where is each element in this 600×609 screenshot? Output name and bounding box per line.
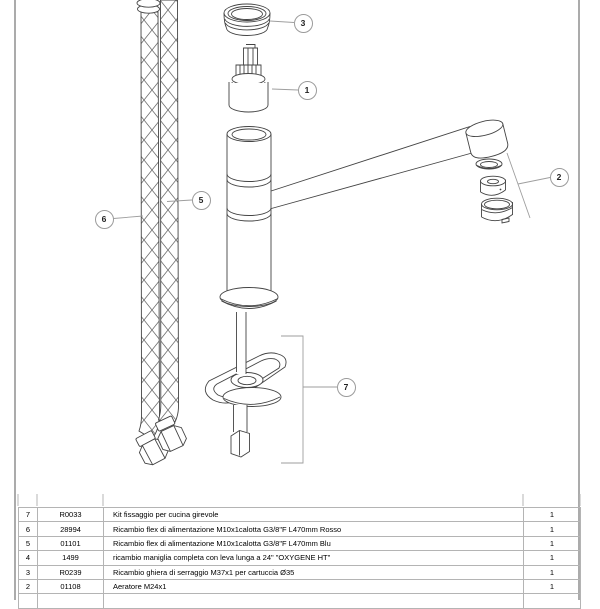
cell-qty: 1 bbox=[524, 508, 581, 522]
cell-code: 01108 bbox=[38, 579, 104, 593]
cell-description: Aeratore M24x1 bbox=[104, 579, 524, 593]
cell-description: Ricambio ghiera di serraggio M37x1 per cartuccia Ø35 bbox=[104, 565, 524, 579]
spout-head-drawing bbox=[464, 117, 510, 161]
table-row bbox=[19, 565, 581, 579]
fixing-kit-drawing bbox=[205, 312, 286, 457]
cell-pos: 3 bbox=[19, 565, 38, 579]
cell-code: R0239 bbox=[38, 565, 104, 579]
cell-qty: 1 bbox=[524, 522, 581, 536]
cell-pos: 2 bbox=[19, 579, 38, 593]
cell-description: Kit fissaggio per cucina girevole bbox=[104, 508, 524, 522]
callout-6 bbox=[95, 210, 114, 229]
cell-description bbox=[104, 594, 524, 608]
cell-code: 01101 bbox=[38, 536, 104, 550]
callout-1 bbox=[298, 81, 317, 100]
cell-pos: 5 bbox=[19, 536, 38, 550]
cell-qty bbox=[524, 594, 581, 608]
aerator-insert-drawing bbox=[481, 176, 506, 195]
cell-pos bbox=[19, 594, 38, 608]
callout-leader-lines bbox=[114, 21, 551, 463]
table-row bbox=[19, 508, 581, 522]
cell-qty: 1 bbox=[524, 565, 581, 579]
callout-6-label: 6 bbox=[101, 214, 107, 224]
cell-qty: 1 bbox=[524, 551, 581, 565]
callout-2 bbox=[550, 168, 569, 187]
cell-qty: 1 bbox=[524, 536, 581, 550]
cell-qty: 1 bbox=[524, 579, 581, 593]
callout-7-label: 7 bbox=[343, 382, 349, 392]
cell-code: R0033 bbox=[38, 508, 104, 522]
locking-ring-drawing bbox=[224, 4, 270, 36]
table-row bbox=[19, 579, 581, 593]
cell-code: 1499 bbox=[38, 551, 104, 565]
callout-5-label: 5 bbox=[198, 195, 204, 205]
table-row bbox=[19, 522, 581, 536]
spout-arm-drawing bbox=[266, 127, 472, 211]
callout-5 bbox=[192, 191, 211, 210]
faucet-body-drawing bbox=[220, 127, 278, 309]
cell-pos: 7 bbox=[19, 508, 38, 522]
aerator-housing-drawing bbox=[482, 198, 513, 223]
callout-7 bbox=[337, 378, 356, 397]
cell-description: Ricambio flex di alimentazione M10x1calotta G3/8"F L470mm Blu bbox=[104, 536, 524, 550]
cell-code bbox=[38, 594, 104, 608]
table-column-stubs bbox=[18, 494, 580, 506]
cartridge-drawing bbox=[229, 45, 268, 113]
cell-description: ricambio maniglia completa con leva lunga a 24" "OXYGENE HT" bbox=[104, 551, 524, 565]
callout-3 bbox=[294, 14, 313, 33]
cell-description: Ricambio flex di alimentazione M10x1calotta G3/8"F L470mm Rosso bbox=[104, 522, 524, 536]
cell-pos: 4 bbox=[19, 551, 38, 565]
table-row-partial bbox=[19, 594, 581, 608]
parts-table bbox=[18, 507, 580, 609]
table-row bbox=[19, 551, 581, 565]
callout-1-label: 1 bbox=[304, 85, 310, 95]
callout-2-label: 2 bbox=[556, 172, 562, 182]
cell-pos: 6 bbox=[19, 522, 38, 536]
aerator-washer-drawing bbox=[476, 159, 502, 169]
callout-3-label: 3 bbox=[300, 18, 306, 28]
cell-code: 28994 bbox=[38, 522, 104, 536]
table-row bbox=[19, 536, 581, 550]
